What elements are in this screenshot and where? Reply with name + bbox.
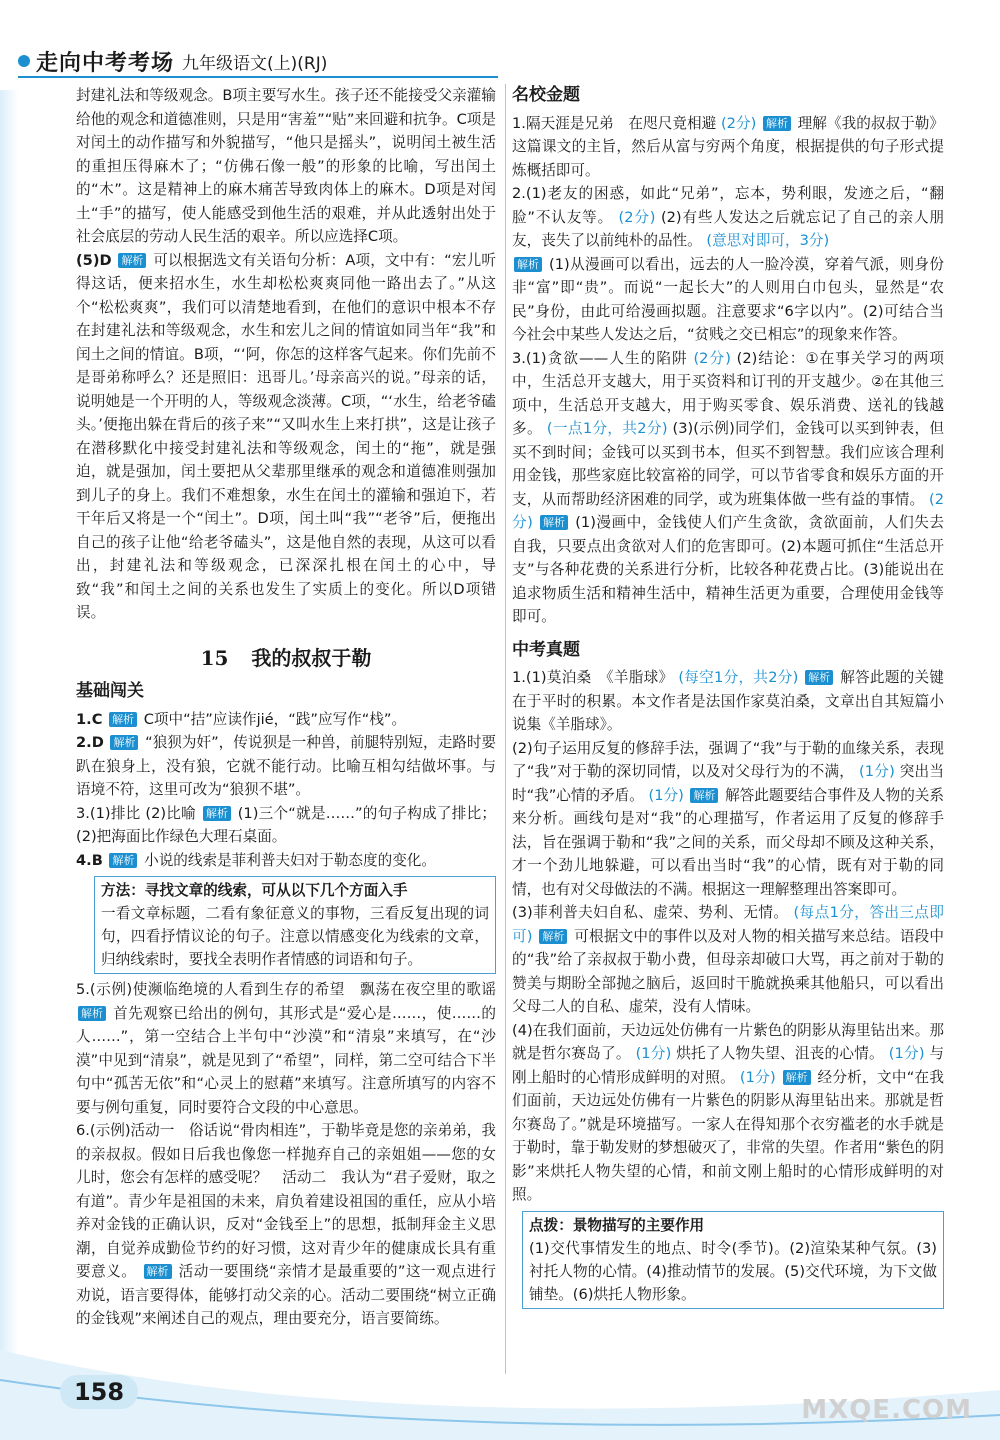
- jiexi-tag: 解析: [144, 1264, 172, 1279]
- r3-analysis: (1)漫画中，金钱使人们产生贪欲，贪欲面前，人们失去自我，只要点出贪欲对人们的危害即可。(2)本题可抓住“生活总开支”与各种花费的关系进行分析，比较各种花费占比。(3)能说出在追求物质生活和精神生活中，精神生活更为重要，合理使用金钱等即可。: [512, 514, 945, 625]
- jiexi-tag: 解析: [78, 1006, 106, 1021]
- answer-1-label: 1.C: [76, 710, 103, 728]
- z1d-analysis: 经分析，文中“在我们面前，天边远处仿佛有一片紫色的阴影从海里钻出来。那就是哲尔赛岛了。”就是环境描写。一家人在得知那个衣穷褴老的水手就是于勒时，靠于勒发财的梦想破灭了，非常的失望。作者用“紫色的阴影”来烘托人物失望的心情，和前文刚上船时的心情形成鲜明的对照。: [512, 1068, 945, 1203]
- answer-6: [76, 1119, 496, 1331]
- jiexi-tag: 解析: [109, 712, 137, 727]
- chapter-title: [76, 647, 496, 671]
- jiexi-tag: 解析: [109, 853, 137, 868]
- header-rule: [18, 76, 498, 78]
- z1d-mid2: 与刚上船时的心情形成鲜明的对照。: [512, 1045, 945, 1086]
- jiexi-tag: 解析: [110, 735, 138, 750]
- r2a-score: (2分): [618, 208, 656, 226]
- exam-answer-1-3: [512, 901, 944, 1019]
- z1c-score: (每点1分，答出三点即可): [512, 904, 944, 945]
- jiexi-tag: 解析: [540, 515, 568, 530]
- z1d-text: (4)在我们面前，天边远处仿佛有一片紫色的阴影从海里钻出来。那就是哲尔赛岛了。: [512, 1021, 944, 1062]
- section-title-exam: 中考真题: [512, 639, 580, 660]
- z1b-analysis: 解答此题要结合事件及人物的关系来分析。画线句是对“我”的心理描写，作者运用了反复的修辞手法，旨在强调于勒和“我”之间的关系，而父母却不顾及这种关系，才一个劲儿地躲避，可以看出当时“我”的心情，既有对于勒的同情，也有对父母做法的不满。根据这一理解整理出答案即可。: [512, 786, 944, 898]
- left-column: [76, 84, 496, 1331]
- z1d-score-2: (1分): [888, 1045, 925, 1062]
- watermark: MXQE.COM: [801, 1395, 972, 1425]
- tip-box: [522, 1211, 944, 1309]
- answer-4-text: 小说的线索是菲利普夫妇对于勒态度的变化。: [144, 851, 436, 869]
- r2b-score: (意思对即可，3分): [706, 232, 830, 249]
- r3b-score: (一点1分，共2分): [546, 420, 668, 437]
- tip-title: 点拨：景物描写的主要作用: [529, 1216, 705, 1234]
- method-text: 一看文章标题，二看有象征意义的事物，三看反复出现的词句，四看抒情议论的句子。注意以情感变化为线索的文章，归纳线索时，要找全表明作者情感的词语和句子。: [101, 905, 489, 968]
- answer-6-text: 6.(示例)活动一 俗话说“骨肉相连”，于勒毕竟是您的亲弟弟，我的亲叔叔。假如日后我也像您一样抛弃自己的亲姐姐——您的女儿时，您会有怎样的感受呢？ 活动二 我认为“君子爱财，取之有道”。青少年是祖国的未来，肩负着建设祖国的重任，应从小培养对金钱的正确认识，反对“金钱至上”的思想，抵制拜金主义思潮，自觉养成勤俭节约的好习惯，这对青少年的健康成长具有重要意义。: [76, 1122, 496, 1280]
- answer-4-label: 4.B: [76, 851, 103, 869]
- z1b-score-2: (1分): [648, 786, 684, 804]
- section-title-famous: 名校金题: [512, 85, 580, 105]
- chapter-number: 15: [200, 645, 229, 670]
- answer-6-analysis: 活动一要围绕“亲情才是最重要的”这一观点进行劝说，语言要得体，能够打动父亲的心。活动二要围绕“树立正确的金钱观”来阐述自己的观点，理由要充分，语言要简练。: [76, 1263, 497, 1327]
- right-column: [512, 84, 944, 1313]
- jiexi-tag: 解析: [203, 806, 231, 821]
- q5-answer: [76, 249, 496, 625]
- jiexi-tag: 解析: [763, 116, 791, 131]
- jiexi-tag: 解析: [118, 253, 146, 268]
- answer-4: [76, 849, 496, 873]
- tip-text: (1)交代事情发生的地点、时令(季节)。(2)渲染某种气氛。(3)衬托人物的心情。(4)推动情节的发展。(5)交代环境，为下文做铺垫。(6)烘托人物形象。: [529, 1239, 937, 1303]
- z1b-text: (2)句子运用反复的修辞手法，强调了“我”与于勒的血缘关系，表现了“我”对于勒的深切同情，以及对父母行为的不满，: [512, 739, 944, 780]
- answer-1: [76, 708, 496, 732]
- right-answer-1: [512, 112, 944, 183]
- chapter-name: 我的叔叔于勒: [251, 645, 372, 670]
- z1b-mid: 突出当时“我”心情的矛盾。: [512, 763, 944, 804]
- column-divider: [505, 84, 506, 1374]
- exam-answer-1-2: [512, 737, 944, 902]
- answer-5-label: 5.(示例)使濒临绝境的人看到生存的希望 飘荡在夜空里的歌谣: [76, 981, 496, 998]
- exam-answer-1-1: [512, 666, 944, 737]
- header-dot-icon: [18, 55, 30, 67]
- jiexi-tag: 解析: [690, 788, 718, 803]
- section-title-basic: 基础闯关: [76, 681, 144, 701]
- z1a-analysis: 解答此题的关键在于平时的积累。本文作者是法国作家莫泊桑，文章出自其短篇小说集《羊脂球》。: [512, 669, 945, 733]
- right-answer-2: [512, 182, 944, 253]
- jiexi-tag: 解析: [783, 1070, 811, 1085]
- r1-text: 1.隔天涯是兄弟 在咫尺竟相避: [512, 114, 717, 132]
- method-title: 方法：寻找文章的线索，可从以下几个方面入手: [101, 882, 408, 899]
- answer-5: [76, 978, 496, 1119]
- r1-score: (2分): [720, 114, 757, 132]
- r1-analysis: 理解《我的叔叔于勒》这篇课文的主旨，然后从富与穷两个角度，根据提供的句子形式提炼概括即可。: [512, 114, 944, 179]
- z1c-analysis: 可根据文中的事件以及对人物的相关描写来总结。语段中的“我”给了亲叔叔于勒小费，但母亲却破口大骂，再之前对于勒的赞美与期盼全部抛之脑后，返回时干脆就换乘其他船只，可以看出父母二人的自私、虚荣，没有人情味。: [512, 927, 945, 1015]
- answer-5-text: 首先观察已给出的例句，其形式是“爱心是……，使……的人……”，第一空结合上半句中“沙漠”和“清泉”来填写，在“沙漠”中见到“清泉”，就是见到了“希望”，同样，第二空可结合下半句中“孤苦无依”和“心灵上的慰藉”来填写。注意所填写的内容不要与例句重复，同时要符合文段的中心意思。: [76, 1004, 497, 1116]
- left-paragraph-1: 封建礼法和等级观念。B项主要写水生。孩子还不能接受父亲灌输给他的观念和道德准则，只是用“害羞”“贴”来回避和抗争。C项是对闰土的动作描写和外貌描写，“他只是摇头”，说明闰土被生活的重担压得麻木了；“仿佛石像一般”的形象的比喻，写出闰土的“木”。这是精神上的麻木痛苦导致肉体上的麻木。D项是对闰土“手”的描写，使人能感受到他生活的艰难，并从此透射出处于社会底层的劳动人民生活的艰辛。所以应选择C项。: [76, 87, 496, 245]
- answer-2: [76, 731, 496, 802]
- z1c-text: (3)菲利普夫妇自私、虚荣、势利、无情。: [512, 904, 789, 921]
- answer-3: [76, 802, 496, 849]
- page-number: 158: [60, 1375, 138, 1409]
- r2-analysis: (1)从漫画可以看出，远去的人一脸冷漠，穿着气派，则身份非“富”即“贵”。而说“一起长大”的人则用白巾包头，显然是“农民”身份，由此可给漫画拟题。注意要求“6字以内”。(2)可结合当今社会中某些人发达之后，“贫贱之交已相忘”的现象来作答。: [512, 255, 944, 343]
- z1a-text: 1.(1)莫泊桑 《羊脂球》: [512, 669, 674, 686]
- z1d-score-3: (1分): [739, 1068, 776, 1086]
- r3a-text: 3.(1)贪欲——人生的陷阱: [512, 349, 688, 367]
- z1a-score: (每空1分，共2分): [678, 669, 799, 686]
- z1d-mid: 烘托了人物失望、沮丧的心情。: [676, 1045, 884, 1062]
- r3a-score: (2分): [693, 349, 731, 367]
- answer-1-text: C项中“拮”应读作jié，“践”应写作“栈”。: [143, 710, 407, 728]
- side-shade: [0, 90, 18, 1420]
- z1b-score-1: (1分): [859, 763, 895, 780]
- q5-label: (5)D: [76, 251, 112, 269]
- method-box: [94, 876, 496, 974]
- r3c-score: (2分): [512, 490, 944, 531]
- exam-answer-1-4: [512, 1019, 944, 1207]
- jiexi-tag: 解析: [514, 257, 542, 272]
- page-header: [18, 44, 327, 78]
- answer-3-label: 3.(1)排比 (2)比喻: [76, 804, 196, 822]
- jiexi-tag: 解析: [805, 670, 833, 685]
- z1d-score-1: (1分): [635, 1045, 672, 1062]
- right-answer-2-analysis: [512, 253, 944, 347]
- r2a-text: 2.(1)老友的困惑，如此“兄弟”，忘本，势利眼，发迹之后，“翻脸”不认友等。: [512, 185, 944, 226]
- q5-text: 可以根据选文有关语句分析：A项，文中有：“宏儿听得这话，便来招水生，水生却松松爽爽同他一路出去了。”从这个“松松爽爽”，我们可以清楚地看到，在他们的意识中根本不存在封建礼法和等级观念，水生和宏儿之间的情谊如同当年“我”和闰土之间的情谊。B项，“‘阿，你怎的这样客气起来。你们先前不是哥弟称呼么？还是照旧：迅哥儿。’母亲高兴的说。”母亲的话，说明她是一个开明的人，等级观念淡薄。C项，“‘水生，给老爷磕头。’便拖出躲在背后的孩子来”“又叫水生上来打拱”，这是让孩子在潜移默化中接受封建礼法和等级观念，闰土的“拖”，就是强迫，就是强加，闰土要把从父辈那里继承的观念和道德准则强加到儿子的身上。我们不难想象，水生在闰土的灌输和强迫下，若干年后又将是一个“闰土”。D项，闰土叫“我”“老爷”后，便拖出自己的孩子让他“给老爷磕头”，这是他自然的表现，从这可以看出，封建礼法和等级观念，已深深扎根在闰土的心中，导致“我”和闰土之间的关系也发生了实质上的变化。所以D项错误。: [76, 251, 497, 621]
- jiexi-tag: 解析: [539, 929, 567, 944]
- right-answer-3: [512, 347, 944, 629]
- r2b-text: (2)有些人发达之后就忘记了自己的亲人朋友，丧失了以前纯朴的品性。: [512, 208, 944, 249]
- r3c-text: (3)(示例)同学们，金钱可以买到钟表，但买不到时间；金钱可以买到书本，但买不到智慧。我们应该合理利用金钱，那些家庭比较富裕的同学，可以节省零食和娱乐方面的开支，从而帮助经济困难的同学，或为班集体做一些有益的事情。: [512, 420, 945, 508]
- answer-3-text: (1)三个“就是……”的句子构成了排比；(2)把海面比作绿色大理石桌面。: [76, 804, 497, 845]
- header-subtitle: 九年级语文(上)(RJ): [182, 53, 328, 74]
- answer-2-label: 2.D: [76, 734, 104, 751]
- header-brand: 走向中考考场: [36, 49, 175, 76]
- answer-2-text: “狼狈为奸”，传说狈是一种兽，前腿特别短，走路时要趴在狼身上，没有狼，它就不能行动。比喻互相勾结做坏事。与语境不符，这里可改为“狼狈不堪”。: [76, 734, 497, 798]
- r3b-text: (2)结论：①在事关学习的两项中，生活总开支越大，用于买资料和订刊的开支越少。②在其他三项中，生活总开支越大，用于购买零食、娱乐消费、送礼的钱越多。: [512, 349, 944, 437]
